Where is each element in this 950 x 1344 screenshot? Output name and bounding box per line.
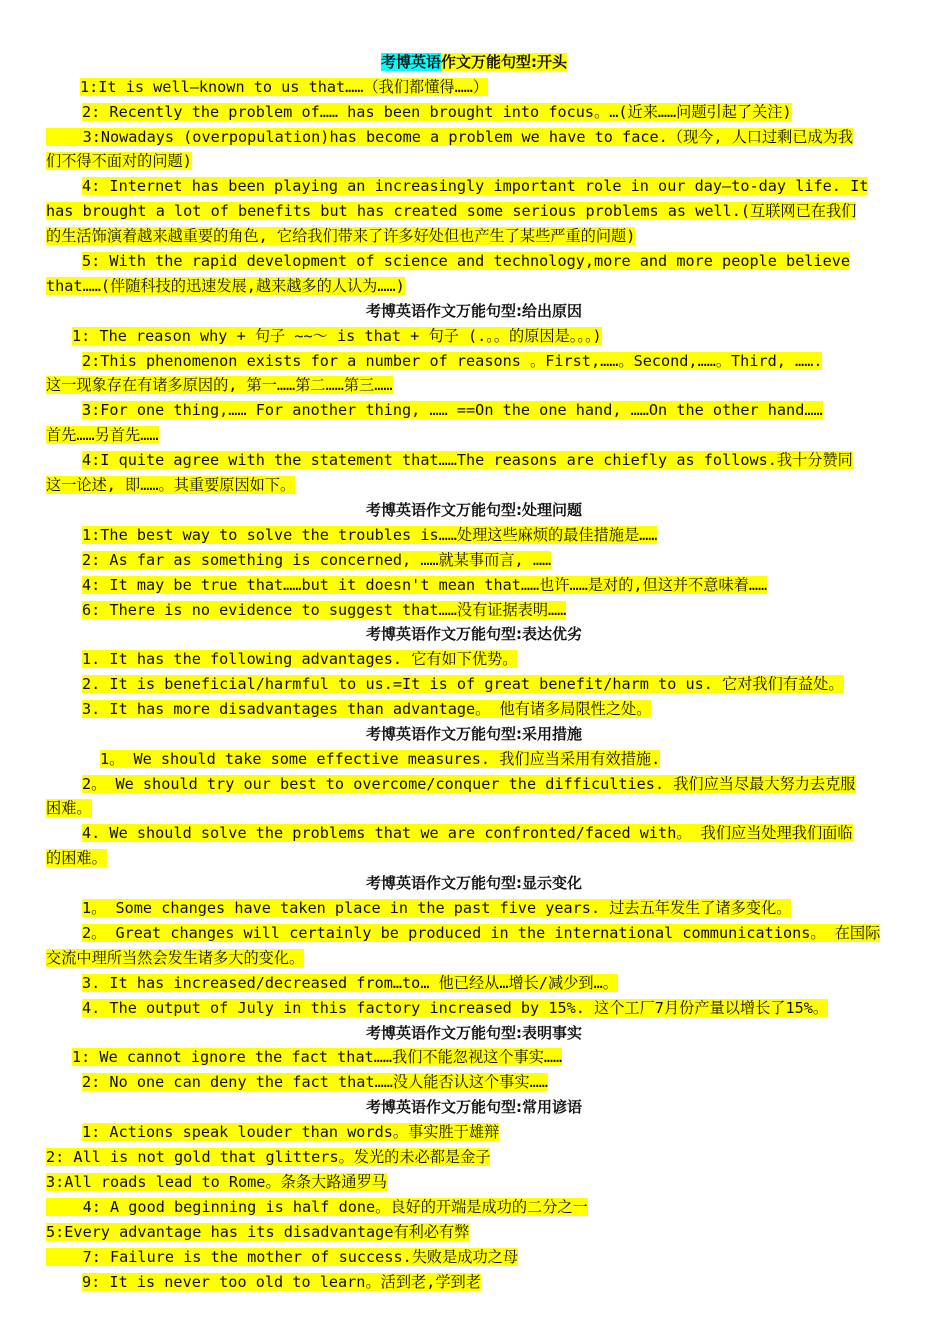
highlighted-text: 们不得不面对的问题): [46, 152, 192, 170]
text-line: [46, 1145, 902, 1170]
highlighted-text: 4. We should solve the problems that we are confronted/faced with。 我们应当处理我们面临: [82, 824, 853, 842]
text-line: [46, 324, 928, 349]
text-line: [46, 796, 902, 821]
text-line: [46, 473, 902, 498]
page-title-part1: 考博英语: [380, 53, 441, 71]
highlighted-text: 的困难。: [46, 849, 107, 867]
highlighted-text: 3:All roads lead to Rome。条条大路通罗马: [46, 1173, 387, 1191]
highlighted-text: 3:For one thing,…… For another thing, …… ==On the one hand, ……On the other hand……: [82, 401, 823, 419]
highlighted-text: 交流中理所当然会发生诸多大的变化。: [46, 949, 305, 967]
text-line: [46, 373, 902, 398]
highlighted-text: 1: We cannot ignore the fact that……我们不能忽视这个事实……: [72, 1048, 563, 1066]
highlighted-text: 1: The reason why + 句子 ~~～ is that + 句子 (.。。的原因是。。。): [72, 327, 602, 345]
highlighted-text: 3:Nowadays (overpopulation)has become a problem we have to face.（现今, 人口过剩已成为我: [46, 128, 854, 146]
highlighted-text: 2: All is not gold that glitters。发光的未必都是金子: [46, 1148, 491, 1166]
highlighted-text: 5:Every advantage has its disadvantage有利必有弊: [46, 1223, 470, 1241]
text-line: [46, 747, 950, 772]
text-line: [46, 1195, 902, 1220]
highlighted-text: 9: It is never too old to learn。活到老,学到老: [82, 1273, 481, 1291]
text-line: [46, 548, 938, 573]
text-line: [46, 1045, 928, 1070]
highlighted-text: 4: It may be true that……but it doesn't mean that……也许……是对的,但这并不意味着……: [82, 576, 768, 594]
highlighted-text: 的生活饰演着越来越重要的角色, 它给我们带来了许多好处但也产生了某些严重的问题): [46, 227, 636, 245]
highlighted-text: 2: No one can deny the fact that……没人能否认这个事实……: [82, 1073, 548, 1091]
text-line: [46, 100, 938, 125]
highlighted-text: 6: There is no evidence to suggest that……没有证据表明……: [82, 601, 567, 619]
text-line: [46, 672, 938, 697]
highlighted-text: 2。 We should try our best to overcome/conquer the difficulties. 我们应当尽最大努力去克服: [82, 775, 856, 793]
highlighted-text: 4:I quite agree with the statement that……The reasons are chiefly as follows.我十分赞同: [82, 451, 853, 469]
highlighted-text: 1。 We should take some effective measures. 我们应当采用有效措施.: [100, 750, 661, 768]
text-line: [46, 523, 938, 548]
highlighted-text: 困难。: [46, 799, 92, 817]
highlighted-text: 1. It has the following advantages. 它有如下优势。: [82, 650, 518, 668]
text-line: [46, 598, 938, 623]
highlighted-text: 2:This phenomenon exists for a number of reasons 。First,……。Second,……。Third, …….: [82, 352, 823, 370]
text-line: [46, 772, 938, 797]
text-line: [46, 821, 938, 846]
text-line: [46, 921, 938, 946]
text-line: [46, 697, 938, 722]
text-line: [46, 75, 936, 100]
highlighted-text: 1: Actions speak louder than words。事实胜于雄辩: [82, 1123, 500, 1141]
highlighted-text: has brought a lot of benefits but has created some serious problems as well.(互联网已在我们: [46, 202, 857, 220]
highlighted-text: 5: With the rapid development of science and technology,more and more people believe: [82, 252, 851, 270]
text-line: [46, 846, 902, 871]
text-line: [46, 398, 938, 423]
highlighted-text: 2。 Great changes will certainly be produced in the international communications。 在国际: [82, 924, 881, 942]
section-heading: 考博英语作文万能句型:处理问题: [365, 501, 582, 519]
highlighted-text: 4: Internet has been playing an increasingly important role in our day—to-day life. It: [82, 177, 869, 195]
page-title-part2: 作文万能句型:开头: [441, 53, 567, 71]
section-heading: 考博英语作文万能句型:表达优劣: [365, 625, 582, 643]
text-line: [46, 1070, 938, 1095]
text-line: [46, 1220, 902, 1245]
section-heading: 考博英语作文万能句型:表明事实: [365, 1024, 582, 1042]
text-line: [46, 174, 938, 199]
text-line: [46, 1170, 902, 1195]
page-title: [46, 50, 902, 75]
highlighted-text: 7: Failure is the mother of success.失败是成功之母: [46, 1248, 519, 1266]
highlighted-text: 2: Recently the problem of…… has been brought into focus。…(近来……问题引起了关注): [82, 103, 792, 121]
section-heading: 考博英语作文万能句型:给出原因: [365, 302, 582, 320]
highlighted-text: that……(伴随科技的迅速发展,越来越多的人认为……): [46, 277, 405, 295]
text-line: [46, 1120, 938, 1145]
highlighted-text: 1:It is well—known to us that……（我们都懂得……）: [80, 78, 489, 96]
text-line: [46, 125, 902, 150]
highlighted-text: 3. It has increased/decreased from…to… 他已经从…增长/减少到…。: [82, 974, 618, 992]
highlighted-text: 4. The output of July in this factory increased by 15%. 这个工厂7月份产量以增长了15%。: [82, 999, 829, 1017]
text-line: [46, 448, 938, 473]
section-heading: 考博英语作文万能句型:显示变化: [365, 874, 582, 892]
text-line: [46, 199, 902, 224]
section-heading: 考博英语作文万能句型:采用措施: [365, 725, 582, 743]
text-line: [46, 423, 902, 448]
highlighted-text: 这一现象存在有诸多原因的, 第一……第二……第三……: [46, 376, 393, 394]
text-line: [46, 971, 938, 996]
highlighted-text: 4: A good beginning is half done。良好的开端是成功的二分之一: [46, 1198, 588, 1216]
highlighted-text: 1:The best way to solve the troubles is……处理这些麻烦的最佳措施是……: [82, 526, 658, 544]
highlighted-text: 1。 Some changes have taken place in the past five years. 过去五年发生了诸多变化。: [82, 899, 792, 917]
text-line: [46, 1245, 902, 1270]
highlighted-text: 首先……另首先……: [46, 426, 159, 444]
text-line: [46, 946, 902, 971]
text-line: [46, 996, 938, 1021]
highlighted-text: 2: As far as something is concerned, ……就某事而言, ……: [82, 551, 552, 569]
text-line: [46, 896, 938, 921]
text-line: [46, 1270, 938, 1295]
text-line: [46, 274, 902, 299]
text-line: [46, 224, 902, 249]
section-heading: 考博英语作文万能句型:常用谚语: [365, 1098, 582, 1116]
highlighted-text: 3. It has more disadvantages than advantage。 他有诸多局限性之处。: [82, 700, 652, 718]
text-line: [46, 249, 938, 274]
highlighted-text: 这一论述, 即……。其重要原因如下。: [46, 476, 296, 494]
text-line: [46, 349, 938, 374]
highlighted-text: 2. It is beneficial/harmful to us.=It is of great benefit/harm to us. 它对我们有益处。: [82, 675, 844, 693]
text-line: [46, 149, 902, 174]
text-line: [46, 573, 938, 598]
text-line: [46, 647, 938, 672]
